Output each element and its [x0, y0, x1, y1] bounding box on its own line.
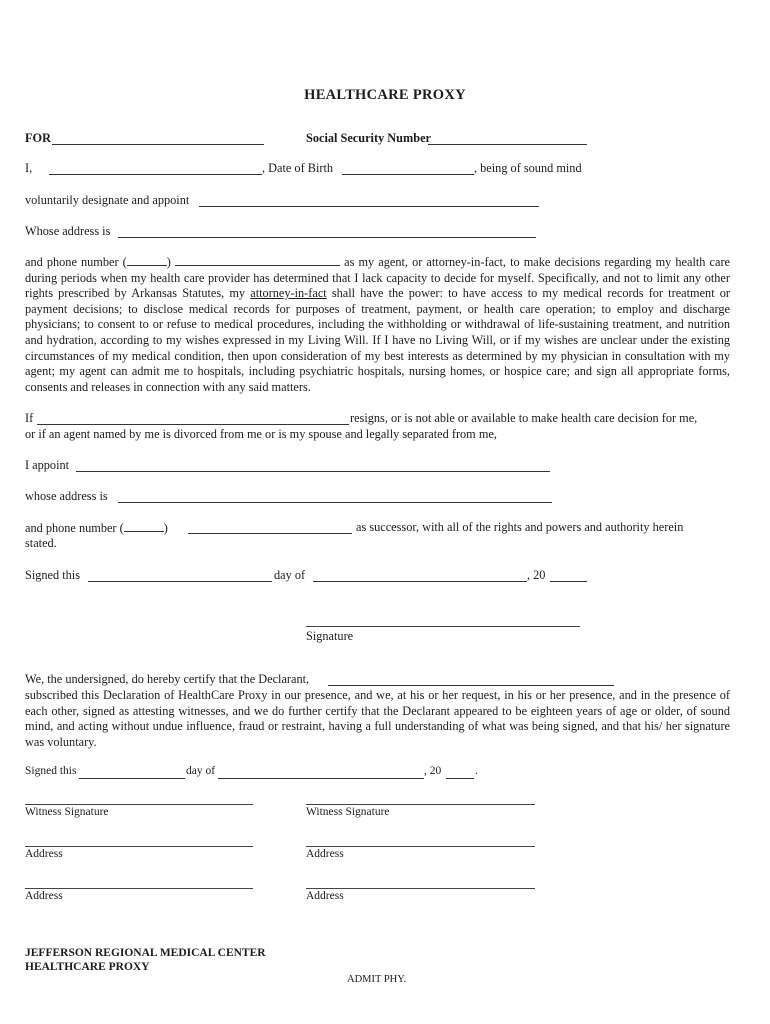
successor-phone-field[interactable] [188, 522, 352, 534]
successor-address-label: whose address is [25, 489, 108, 503]
footer-hospital-name: JEFFERSON REGIONAL MEDICAL CENTER [25, 947, 266, 959]
witness2-signature-line[interactable] [306, 804, 535, 805]
signed-day-field[interactable] [88, 570, 272, 582]
agent-text: as my agent, or attorney-in-fact, to make decisions regarding my health care during periods when my health care provider has determined that I lack capacity to decide for myself. Specifically, and not to limit any other rights prescribed by Arkansas Statutes, my [25, 255, 731, 301]
agent-area-code-field[interactable] [127, 254, 167, 266]
declarant-name-field[interactable] [49, 163, 262, 175]
witness2-address2-label: Address [306, 890, 344, 902]
signed-label: Signed this [25, 568, 80, 582]
witness2-address1-line[interactable] [306, 846, 535, 847]
witness-signed-day-field[interactable] [79, 767, 185, 779]
successor-text: as successor, with all of the rights and powers and authority herein [356, 520, 684, 534]
admit-phy-label: ADMIT PHY. [347, 974, 407, 985]
witness2-address1-label: Address [306, 848, 344, 860]
witness-certification: subscribed this Declaration of HealthCare Proxy in our presence, and we, at his or her request, in his or her presence, and in the presence of each other, signed as attesting witnesses, and we do further certify that the Declarant appeared to be eighteen years of age or older, of sound mind, and acting without undue influence, fraud or restraint, having a full understanding of what was being signed, and that his/ her signature was voluntary. [25, 688, 730, 749]
attorney-in-fact-text: attorney-in-fact [250, 286, 327, 301]
witness1-signature-line[interactable] [25, 804, 253, 805]
witness2-address2-line[interactable] [306, 888, 535, 889]
witness-intro: We, the undersigned, do hereby certify that the Declarant, [25, 672, 310, 686]
designate-label: voluntarily designate and appoint [25, 193, 190, 207]
day-of-label: day of [274, 568, 306, 582]
agent-address-field[interactable] [118, 226, 536, 238]
witness2-signature-label: Witness Signature [306, 806, 390, 818]
if-agent-field[interactable] [37, 413, 349, 425]
agent-phone-field[interactable] [175, 254, 340, 266]
witness-signed-year-field[interactable] [446, 767, 474, 779]
witness-signed-month-field[interactable] [218, 767, 424, 779]
for-name-field[interactable] [52, 133, 264, 145]
phone-label: and phone number ( [25, 255, 127, 269]
witness-signed-label: Signed this [25, 765, 77, 777]
witness-day-of-label: day of [186, 765, 216, 777]
successor-address-field[interactable] [118, 491, 552, 503]
witness-year-label: , 20 [424, 765, 442, 777]
witness1-address1-line[interactable] [25, 846, 253, 847]
witness1-signature-label: Witness Signature [25, 806, 109, 818]
signed-year-field[interactable] [550, 570, 587, 582]
footer-form-name: HEALTHCARE PROXY [25, 961, 150, 973]
stated-text: stated. [25, 536, 57, 550]
resigns-text: resigns, or is not able or available to make health care decision for me, [350, 411, 698, 425]
agent-name-field[interactable] [199, 195, 539, 207]
if-label: If [25, 411, 34, 425]
dob-field[interactable] [342, 163, 474, 175]
signature-label: Signature [306, 629, 354, 643]
appoint-label: I appoint [25, 458, 70, 472]
agent-powers-paragraph: and phone number ( ) as my agent, or attorney-in-fact, to make decisions regarding my health care during periods when my health care provider has determined that I lack capacity to decide for myself. Specifically, and not to limit any other rights prescribed by Arkansas Statutes, my attorney-in-fact shall have the power: to have access to my medical records for treatment or payment decisions; to disclose medical records for purposes of treatment, payment, or health care operation; to employ and discharge physicians; to consent to or refuse to medical procedures, including the withholding or withdrawal of life-sustaining treatment, and nutrition and hydration, according to my wishes expressed in my Living Will. If I have no Living Will, or if my wishes are unclear under the existing circumstances of my medical condition, then upon consideration of my best interests as determined by my physician in consultation with my agent; my agent can admit me to hospitals, including psychiatric hospitals, nursing homes, or hospice care; and sign all appropriate forms, consents and releases in connection with any said matters. [25, 255, 731, 394]
divorced-text: or if an agent named by me is divorced from me or is my spouse and legally separated from me, [25, 427, 497, 441]
successor-area-code-field[interactable] [124, 520, 164, 532]
document-title: HEALTHCARE PROXY [304, 87, 466, 103]
successor-phone-label: and phone number ( ) [25, 521, 168, 535]
dob-label: , Date of Birth [262, 161, 334, 175]
witness1-address1-label: Address [25, 848, 63, 860]
signed-month-field[interactable] [313, 570, 527, 582]
i-label: I, [25, 161, 33, 175]
witness1-address2-line[interactable] [25, 888, 253, 889]
declarant-witness-field[interactable] [328, 674, 614, 686]
address-label: Whose address is [25, 224, 111, 238]
ssn-label: Social Security Number [306, 131, 432, 145]
witness1-address2-label: Address [25, 890, 63, 902]
sound-mind-label: , being of sound mind [474, 161, 582, 175]
year-label: , 20 [527, 568, 546, 582]
successor-name-field[interactable] [76, 460, 550, 472]
ssn-field[interactable] [428, 133, 587, 145]
signature-line[interactable] [306, 626, 580, 627]
agent-powers-text: shall have the power: to have access to my medical records for treatment or payment decisions; to disclose medical records for purposes of treatment, payment, or health care operation; to employ and discharge physicians; to consent to or refuse to medical procedures, including the withholding or withdrawal of life-sustaining treatment, and nutrition and hydration, according to my wishes expressed in my Living Will. If I have no Living Will, or if my wishes are unclear under the existing circumstances of my medical condition, then upon consideration of my best interests as determined by my physician in consultation with my agent; my agent can admit me to hospitals, including psychiatric hospitals, nursing homes, or hospice care; and sign all appropriate forms, consents and releases in connection with any said matters. [25, 286, 731, 394]
for-label: FOR [25, 131, 51, 145]
